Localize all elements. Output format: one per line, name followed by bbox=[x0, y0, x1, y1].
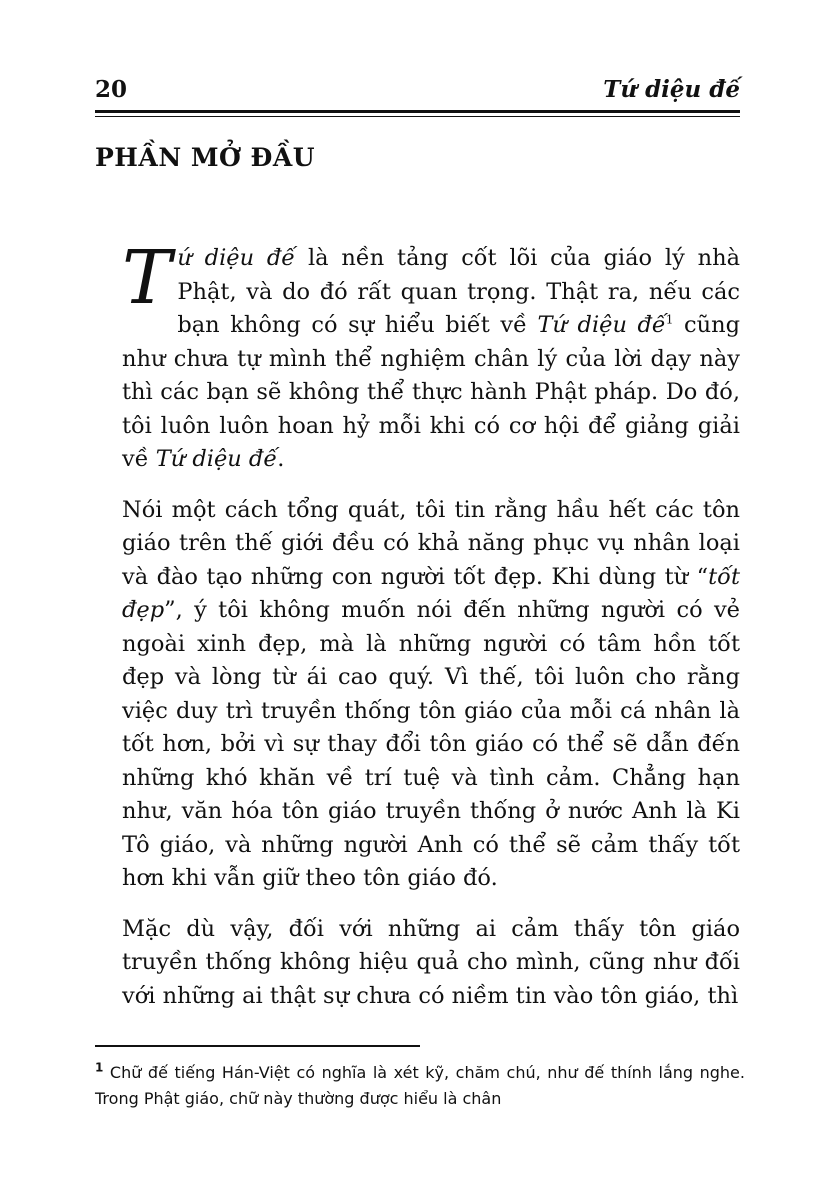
paragraph-2 bbox=[122, 494, 740, 896]
emphasis: Tứ diệu đế bbox=[537, 312, 666, 338]
text-run: Nói một cách tổng quát, tôi tin rằng hầu hết các tôn giáo trên thế giới đều có khả năng phục vụ nhân loại và đào tạo những con người tốt đẹp. Khi dùng từ “ bbox=[122, 496, 740, 590]
header-rule-thick bbox=[95, 110, 740, 113]
paragraph-1 bbox=[122, 235, 740, 477]
text-run: ”, ý tôi không muốn nói đến những người có vẻ ngoài xinh đẹp, mà là những người có tâm hồn tốt đẹp và lòng từ ái cao quý. Vì thế, tôi luôn cho rằng việc duy trì truyền thống tôn giáo của mỗi cá nhân là tốt hơn, bởi vì sự thay đổi tôn giáo có thể sẽ dẫn đến những khó khăn về trí tuệ và tình cảm. Chẳng hạn như, văn hóa tôn giáo truyền thống ở nước Anh là Ki Tô giáo, và những người Anh có thể sẽ cảm thấy tốt hơn khi vẫn giữ theo tôn giáo đó. bbox=[122, 597, 740, 891]
section-title: PHẦN MỞ ĐẦU bbox=[95, 143, 316, 172]
text-run: cũng như chưa tự mình thể nghiệm chân lý của lời dạy này thì các bạn sẽ không thể thực hành Phật pháp. Do đó, tôi luôn luôn hoan hỷ mỗi khi có cơ hội để giảng giải về bbox=[122, 312, 740, 472]
footnote bbox=[95, 1060, 745, 1112]
emphasis: tốt đẹp bbox=[122, 563, 740, 623]
drop-cap: T bbox=[122, 235, 172, 321]
book-title: Tứ diệu đế bbox=[603, 76, 740, 103]
footnote-marker: 1 bbox=[95, 1060, 104, 1075]
text-run: . bbox=[277, 446, 285, 472]
footnote-reference: 1 bbox=[665, 312, 674, 327]
body-text bbox=[122, 235, 740, 1030]
emphasis: ứ diệu đế bbox=[177, 245, 296, 271]
footnote-rule bbox=[95, 1045, 420, 1047]
paragraph-3: Mặc dù vậy, đối với những ai cảm thấy tôn giáo truyền thống không hiệu quả cho mình, cũng như đối với những ai thật sự chưa có niềm tin vào tôn giáo, thì bbox=[122, 915, 740, 1009]
text-run: là nền tảng cốt lõi của giáo lý nhà Phật, và do đó rất quan trọng. Thật ra, nếu các bạn không có sự hiểu biết về bbox=[177, 245, 740, 338]
header-rule-thin bbox=[95, 116, 740, 117]
footnote-text: Chữ đế tiếng Hán-Việt có nghĩa là xét kỹ, chăm chú, như đế thính lắng nghe. Trong Phật giáo, chữ này thường được hiểu là chân bbox=[95, 1063, 745, 1108]
page-number: 20 bbox=[95, 76, 128, 103]
running-header bbox=[95, 72, 740, 112]
emphasis: Tứ diệu đế bbox=[155, 446, 278, 472]
